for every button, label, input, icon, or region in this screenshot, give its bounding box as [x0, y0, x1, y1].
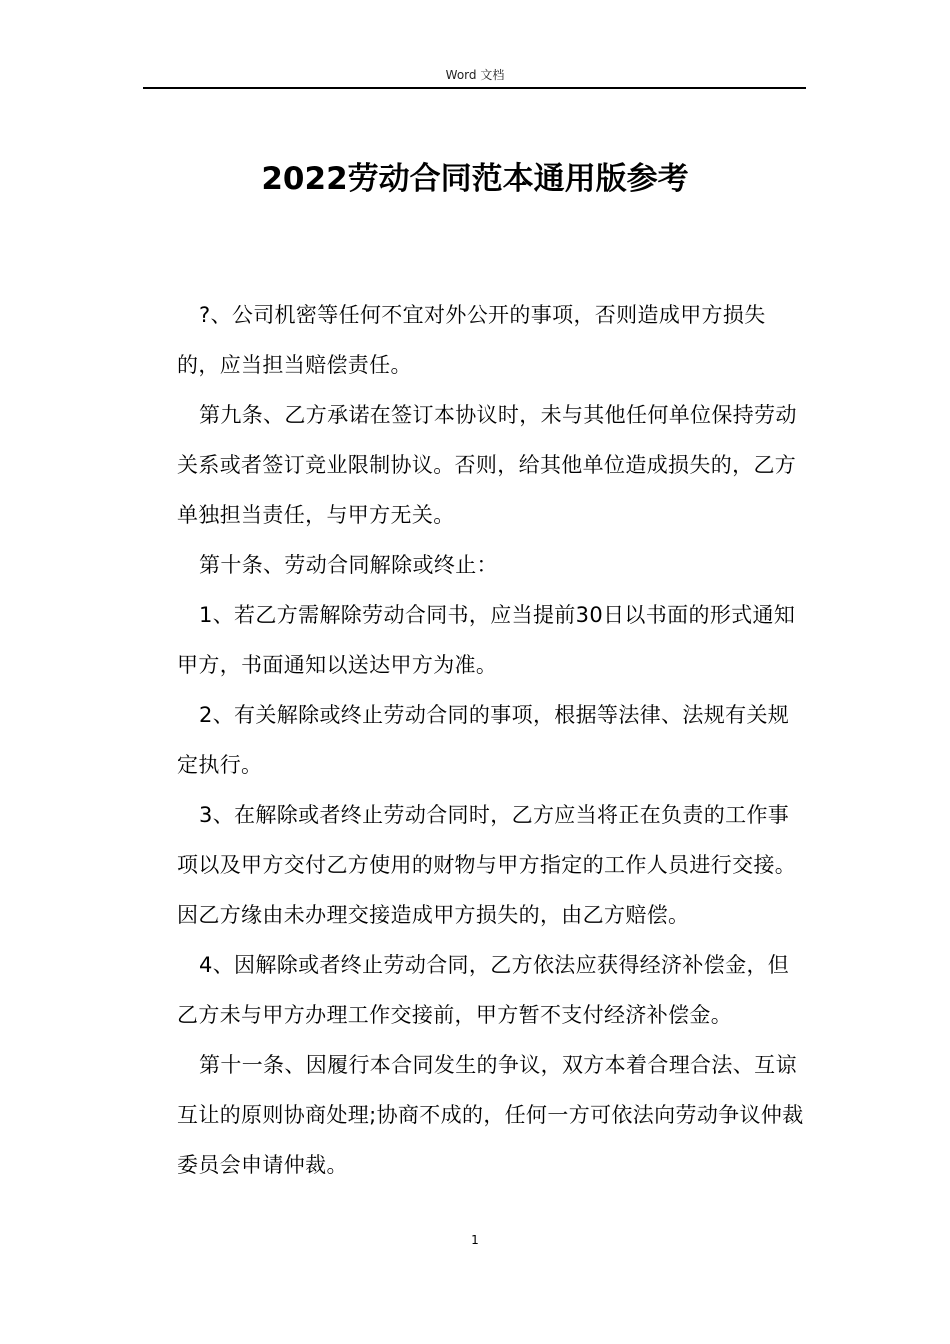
paragraph-article-11: 第十一条、因履行本合同发生的争议，双方本着合理合法、互谅互让的原则协商处理;协商不成的，任何一方可依法向劳动争议仲裁委员会申请仲裁。 [177, 1053, 804, 1177]
paragraph-clause-3: 3、在解除或者终止劳动合同时，乙方应当将正在负责的工作事项以及甲方交付乙方使用的财物与甲方指定的工作人员进行交接。因乙方缘由未办理交接造成甲方损失的，由乙方赔偿。 [177, 803, 797, 927]
paragraph-clause-1: 1、若乙方需解除劳动合同书，应当提前30日以书面的形式通知甲方，书面通知以送达甲方为准。 [177, 603, 796, 677]
header-divider [143, 87, 806, 89]
paragraph-clause-4: 4、因解除或者终止劳动合同，乙方依法应获得经济补偿金，但乙方未与甲方办理工作交接前，甲方暂不支付经济补偿金。 [177, 953, 790, 1027]
paragraph-article-10: 第十条、劳动合同解除或终止： [199, 553, 498, 577]
page-header-label: Word 文档 [445, 68, 505, 82]
document-title: 2022劳动合同范本通用版参考 [261, 161, 689, 197]
page-number: 1 [471, 1233, 479, 1247]
paragraph-article-9: 第九条、乙方承诺在签订本协议时，未与其他任何单位保持劳动关系或者签订竞业限制协议。否则，给其他单位造成损失的，乙方单独担当责任，与甲方无关。 [177, 403, 797, 527]
paragraph-confidentiality: ?、公司机密等任何不宜对外公开的事项，否则造成甲方损失的，应当担当赔偿责任。 [177, 303, 766, 377]
document-body [177, 290, 807, 1190]
paragraph-clause-2: 2、有关解除或终止劳动合同的事项，根据等法律、法规有关规定执行。 [177, 703, 790, 777]
